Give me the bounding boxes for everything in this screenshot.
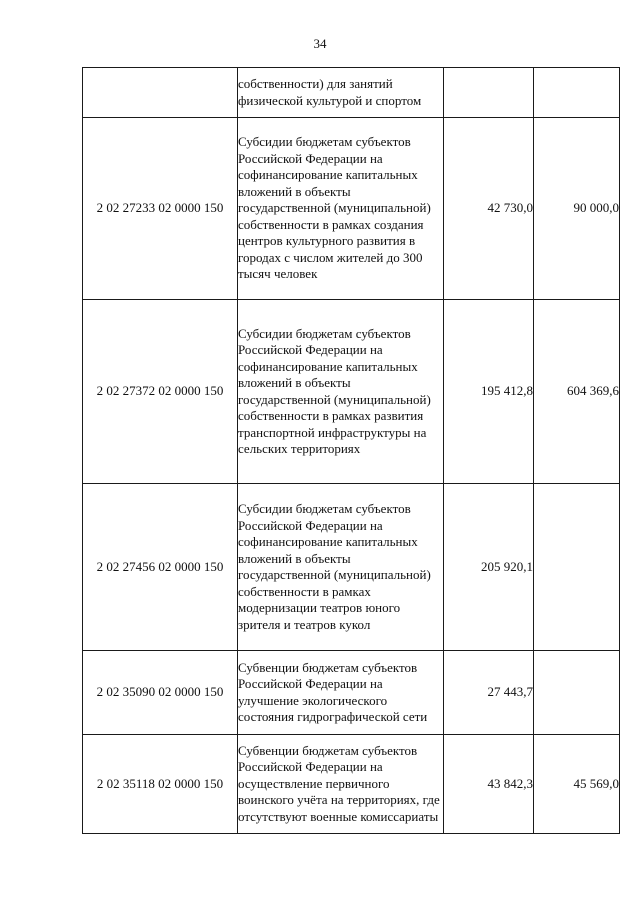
amount-cell-1: 195 412,8 bbox=[444, 300, 534, 484]
revenue-name-cell: Субсидии бюджетам субъектов Российской Федерации на софинансирование капитальных вложений в объекты государственной (муниципальной) собственности в рамках модернизации театров юного зрителя и театров кукол bbox=[238, 484, 444, 651]
revenue-name-cell: собственности) для занятий физической культурой и спортом bbox=[238, 68, 444, 118]
budget-code-cell: 2 02 27233 02 0000 150 bbox=[83, 118, 238, 300]
amount-cell-2 bbox=[534, 68, 620, 118]
budget-code-cell bbox=[83, 68, 238, 118]
table-row bbox=[83, 735, 620, 834]
budget-code-cell: 2 02 27456 02 0000 150 bbox=[83, 484, 238, 651]
amount-cell-2 bbox=[534, 651, 620, 735]
budget-revenue-table bbox=[82, 67, 620, 834]
table-row bbox=[83, 300, 620, 484]
amount-cell-2: 90 000,0 bbox=[534, 118, 620, 300]
amount-cell-1: 42 730,0 bbox=[444, 118, 534, 300]
revenue-name-cell: Субвенции бюджетам субъектов Российской Федерации на осуществление первичного воинского учёта на территориях, где отсутствуют военные комиссариаты bbox=[238, 735, 444, 834]
revenue-name-cell: Субсидии бюджетам субъектов Российской Федерации на софинансирование капитальных вложений в объекты государственной (муниципальной) собственности в рамках создания центров культурного развития в городах с числом жителей до 300 тысяч человек bbox=[238, 118, 444, 300]
table-row bbox=[83, 68, 620, 118]
budget-code-cell: 2 02 27372 02 0000 150 bbox=[83, 300, 238, 484]
amount-cell-1: 27 443,7 bbox=[444, 651, 534, 735]
amount-cell-1: 205 920,1 bbox=[444, 484, 534, 651]
budget-code-cell: 2 02 35118 02 0000 150 bbox=[83, 735, 238, 834]
amount-cell-1: 43 842,3 bbox=[444, 735, 534, 834]
page-number: 34 bbox=[313, 36, 327, 51]
amount-cell-2 bbox=[534, 484, 620, 651]
revenue-name-cell: Субвенции бюджетам субъектов Российской Федерации на улучшение экологического состояния гидрографической сети bbox=[238, 651, 444, 735]
table-row bbox=[83, 651, 620, 735]
revenue-name-cell: Субсидии бюджетам субъектов Российской Федерации на софинансирование капитальных вложений в объекты государственной (муниципальной) собственности в рамках развития транспортной инфраструктуры на сельских территориях bbox=[238, 300, 444, 484]
table-row bbox=[83, 118, 620, 300]
table-row bbox=[83, 484, 620, 651]
amount-cell-2: 45 569,0 bbox=[534, 735, 620, 834]
amount-cell-2: 604 369,6 bbox=[534, 300, 620, 484]
budget-code-cell: 2 02 35090 02 0000 150 bbox=[83, 651, 238, 735]
amount-cell-1 bbox=[444, 68, 534, 118]
